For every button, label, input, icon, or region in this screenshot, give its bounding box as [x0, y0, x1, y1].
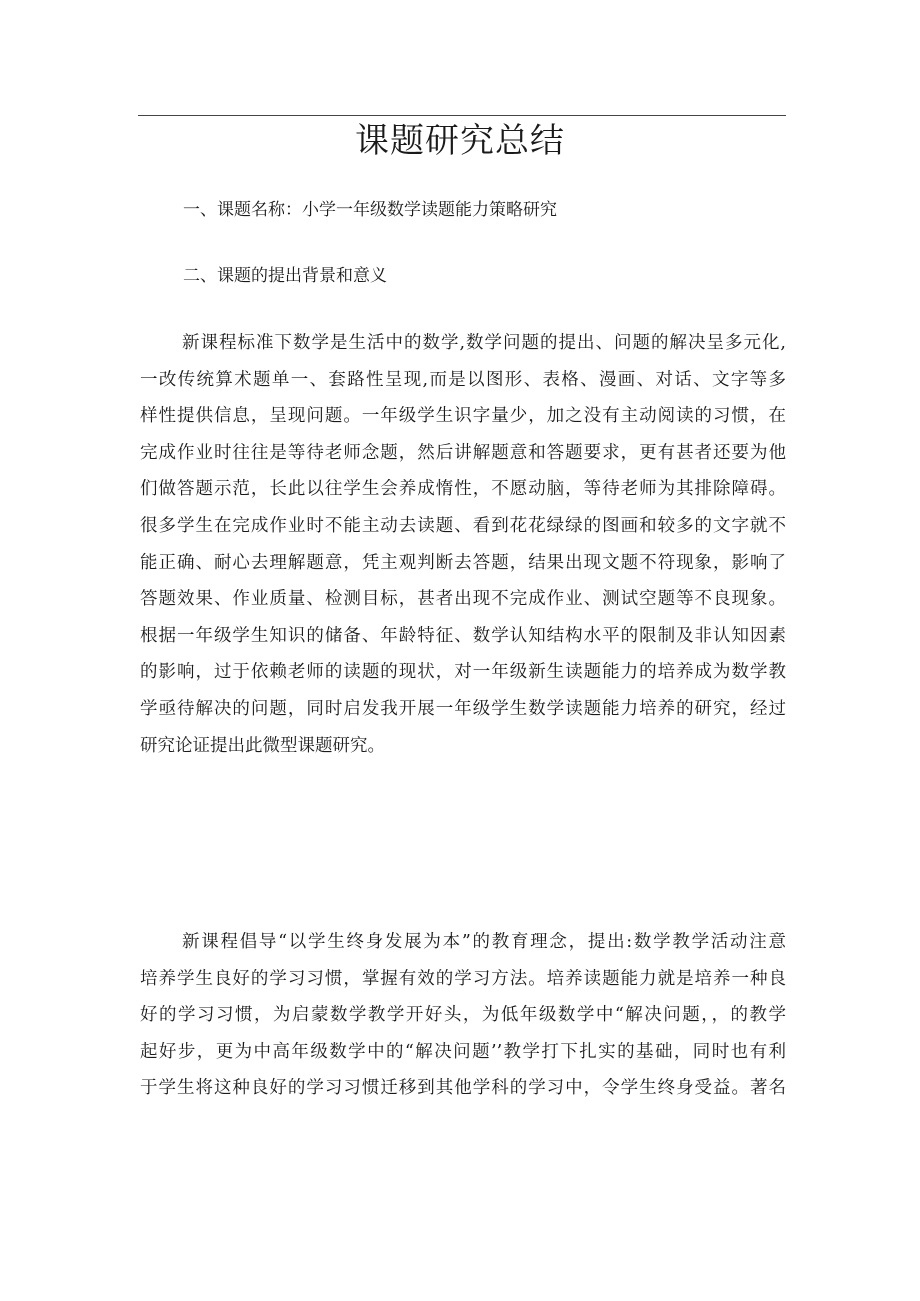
- paragraph-line: 起好步，更为中高年级数学中的“解决问题’’教学打下扎实的基础，同时也有利: [140, 1041, 786, 1062]
- paragraph-line: 一改传统算术题单一、套路性呈现,而是以图形、表格、漫画、对话、文字等多: [140, 369, 786, 390]
- paragraph-line: 完成作业时往往是等待老师念题，然后讲解题意和答题要求，更有甚者还要为他: [140, 442, 786, 463]
- paragraph-background: [140, 325, 786, 764]
- paragraph-line: 们做答题示范，长此以往学生会养成惰性，不愿动脑，等待老师为其排除障碍。: [140, 479, 786, 500]
- section-heading-background: 二、课题的提出背景和意义: [183, 266, 387, 286]
- paragraph-line: 很多学生在完成作业时不能主动去读题、看到花花绿绿的图画和较多的文字就不: [140, 515, 786, 536]
- paragraph-line: 学亟待解决的问题，同时启发我开展一年级学生数学读题能力培养的研究，经过: [140, 698, 786, 719]
- paragraph-line: 培养学生良好的学习习惯，掌握有效的学习方法。培养读题能力就是培养一种良: [140, 968, 786, 989]
- paragraph-line: 样性提供信息，呈现问题。一年级学生识字量少，加之没有主动阅读的习惯，在: [140, 406, 786, 427]
- paragraph-line: 的影响，过于依赖老师的读题的现状，对一年级新生读题能力的培养成为数学教: [140, 662, 786, 683]
- header-rule: [138, 115, 786, 116]
- document-title: 课题研究总结: [355, 121, 565, 161]
- paragraph-line: 研究论证提出此微型课题研究。: [140, 735, 385, 756]
- paragraph-philosophy: [140, 924, 786, 1107]
- paragraph-line: 能正确、耐心去理解题意，凭主观判断去答题，结果出现文题不符现象，影响了: [140, 552, 786, 573]
- section-heading-topic: 一、课题名称：小学一年级数学读题能力策略研究: [183, 200, 557, 220]
- paragraph-line: 新课程标准下数学是生活中的数学,数学问题的提出、问题的解决呈多元化,: [182, 333, 786, 353]
- paragraph-line: 根据一年级学生知识的储备、年龄特征、数学认知结构水平的限制及非认知因素: [140, 625, 786, 646]
- paragraph-line: 答题效果、作业质量、检测目标，甚者出现不完成作业、测试空题等不良现象。: [140, 589, 786, 610]
- paragraph-line: 于学生将这种良好的学习习惯迁移到其他学科的学习中，令学生终身受益。著名: [140, 1078, 786, 1099]
- paragraph-line: 好的学习习惯，为启蒙数学教学开好头，为低年级数学中“解决问题，，的教学: [140, 1005, 786, 1026]
- paragraph-line: 新课程倡导“以学生终身发展为本”的教育理念，提出:数学教学活动注意: [182, 932, 786, 952]
